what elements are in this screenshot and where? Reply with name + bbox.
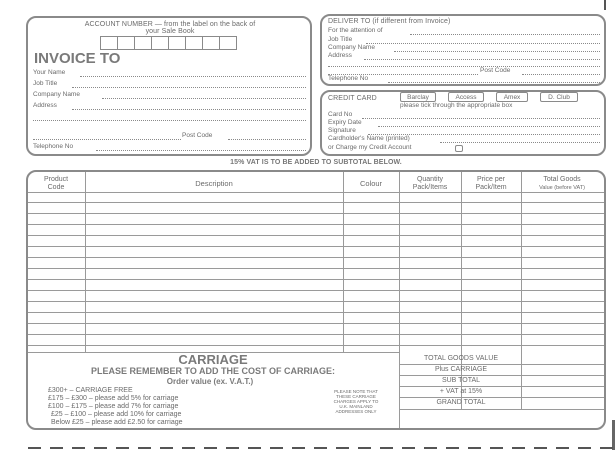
table-row-line xyxy=(28,290,604,291)
tear-dash xyxy=(468,447,481,449)
dclub-option[interactable]: D. Club xyxy=(540,92,578,102)
tear-dash xyxy=(380,447,393,449)
invoice-to-title: INVOICE TO xyxy=(34,50,121,67)
rate-line: Below £25 – please add £2.50 for carriage xyxy=(51,419,183,426)
cardholder-field[interactable] xyxy=(440,142,600,143)
tear-dash xyxy=(314,447,327,449)
tear-dash xyxy=(270,447,283,449)
vat-notice: 15% VAT IS TO BE ADDED TO SUBTOTAL BELOW. xyxy=(230,159,402,166)
deliver-telephone-field[interactable] xyxy=(388,82,600,83)
tear-dash xyxy=(490,447,503,449)
card-no-field[interactable] xyxy=(362,118,600,119)
tear-dash xyxy=(600,447,613,449)
deliver-job-title-label: Job Title xyxy=(328,36,353,43)
sub-total-label: SUB TOTAL xyxy=(441,377,481,384)
card-no-label: Card No xyxy=(328,111,353,118)
account-number-header: ACCOUNT NUMBER — from the label on the back of xyxy=(84,21,256,28)
address-label: Address xyxy=(33,102,57,109)
table-row-line xyxy=(28,235,604,236)
tear-dash xyxy=(160,447,173,449)
charge-account-label: or Charge my Credit Account xyxy=(328,144,412,151)
tear-dash xyxy=(512,447,525,449)
col-header-total: Total Goods Value (before VAT) xyxy=(539,176,585,191)
table-row-line xyxy=(28,312,604,313)
postcode-field[interactable] xyxy=(228,139,306,140)
rate-line: £300+ – CARRIAGE FREE xyxy=(48,387,133,394)
totals-divider xyxy=(400,375,604,376)
attention-label: For the attention of xyxy=(328,27,383,34)
tick-note: please tick through the appropriate box xyxy=(400,102,513,109)
tear-dash xyxy=(72,447,85,449)
table-row-line xyxy=(28,268,604,269)
tear-dash xyxy=(204,447,217,449)
tear-dash xyxy=(424,447,437,449)
totals-divider xyxy=(400,397,604,398)
col-header-price: Price per Pack/Item xyxy=(475,176,507,191)
expiry-field[interactable] xyxy=(378,126,600,127)
grand-total-label: GRAND TOTAL xyxy=(436,399,486,406)
expiry-label: Expiry Date xyxy=(328,119,362,126)
col-divider xyxy=(343,172,344,352)
table-row-line xyxy=(28,257,604,258)
plus-carriage-label: Plus CARRIAGE xyxy=(434,366,488,373)
tear-dash xyxy=(248,447,261,449)
totals-divider xyxy=(400,409,604,410)
table-row-line xyxy=(28,301,604,302)
rate-line: £25 – £100 – please add 10% for carriage xyxy=(51,411,182,418)
table-row-line xyxy=(28,323,604,324)
tear-dash xyxy=(50,447,63,449)
tear-dash xyxy=(556,447,569,449)
telephone-label: Telephone No xyxy=(33,143,74,150)
address-field[interactable] xyxy=(72,109,306,110)
deliver-company-label: Company Name xyxy=(328,44,375,51)
tear-dash xyxy=(358,447,371,449)
deliver-postcode-field[interactable] xyxy=(522,74,600,75)
access-option[interactable]: Access xyxy=(448,92,484,102)
account-number-header-2: your Sale Book xyxy=(145,28,195,35)
col-header-product-code: Product Code xyxy=(43,176,69,191)
amex-option[interactable]: Amex xyxy=(496,92,528,102)
tear-dash xyxy=(402,447,415,449)
totals-divider xyxy=(400,364,604,365)
table-row-line xyxy=(28,213,604,214)
tear-dash xyxy=(138,447,151,449)
your-name-field[interactable] xyxy=(80,76,306,77)
account-number-boxes[interactable] xyxy=(100,36,238,50)
vat-label: + VAT at 15% xyxy=(439,388,483,395)
table-row-line xyxy=(28,279,604,280)
deliver-address-label: Address xyxy=(328,52,352,59)
col-header-quantity: Quantity Pack/Items xyxy=(412,176,448,191)
carriage-title: CARRIAGE xyxy=(178,352,248,367)
cardholder-label: Cardholder's Name (printed) xyxy=(328,135,410,142)
deliver-address-line-2[interactable] xyxy=(328,66,600,67)
deliver-address-field[interactable] xyxy=(364,59,600,60)
deliver-company-field[interactable] xyxy=(394,51,600,52)
carriage-reminder: PLEASE REMEMBER TO ADD THE COST OF CARRIAGE: xyxy=(90,366,335,376)
address-line-2[interactable] xyxy=(33,120,306,121)
tear-dash xyxy=(336,447,349,449)
total-goods-label: TOTAL GOODS VALUE xyxy=(423,355,499,362)
tear-dash xyxy=(28,447,41,449)
tear-dash xyxy=(94,447,107,449)
rate-line: £100 – £175 – please add 7% for carriage xyxy=(48,403,179,410)
tear-dash xyxy=(446,447,459,449)
table-row-line xyxy=(28,192,604,193)
tear-dash xyxy=(182,447,195,449)
barclay-option[interactable]: Barclay xyxy=(400,92,436,102)
deliver-to-header: DELIVER TO (if different from Invoice) xyxy=(328,18,451,25)
order-value-label: Order value (ex. V.A.T.) xyxy=(166,377,254,386)
table-row-line xyxy=(28,202,604,203)
credit-card-label: CREDIT CARD xyxy=(328,95,377,102)
carriage-note: PLEASE NOTE THAT THESE CARRIAGE CHARGES APPLY TO U.K. MAINLAND ADDRESSES ONLY xyxy=(333,389,379,414)
tear-dash xyxy=(116,447,129,449)
job-title-label: Job Title xyxy=(33,80,58,87)
tear-dash xyxy=(226,447,239,449)
totals-divider xyxy=(400,386,604,387)
signature-label: Signature xyxy=(328,127,356,134)
deliver-postcode-label: Post Code xyxy=(480,67,511,74)
telephone-field[interactable] xyxy=(96,150,306,151)
address-line-3[interactable] xyxy=(33,139,181,140)
deliver-telephone-label: Telephone No xyxy=(328,75,369,82)
attention-field[interactable] xyxy=(410,34,600,35)
tear-dash xyxy=(578,447,591,449)
charge-account-checkbox[interactable] xyxy=(455,145,463,152)
col-header-colour: Colour xyxy=(359,179,383,188)
corner-mark xyxy=(604,0,606,10)
postcode-label: Post Code xyxy=(182,132,213,139)
table-row-line xyxy=(28,246,604,247)
tear-dash xyxy=(292,447,305,449)
job-title-field[interactable] xyxy=(72,87,306,88)
deliver-job-title-field[interactable] xyxy=(366,43,600,44)
tear-dash xyxy=(534,447,547,449)
col-divider xyxy=(85,172,86,352)
table-row-line xyxy=(28,345,604,346)
company-name-field[interactable] xyxy=(102,98,306,99)
table-row-line xyxy=(28,224,604,225)
col-header-description: Description xyxy=(195,179,233,188)
company-name-label: Company Name xyxy=(33,91,80,98)
rate-line: £175 – £300 – please add 5% for carriage xyxy=(48,395,179,402)
your-name-label: Your Name xyxy=(33,69,66,76)
table-row-line xyxy=(28,334,604,335)
